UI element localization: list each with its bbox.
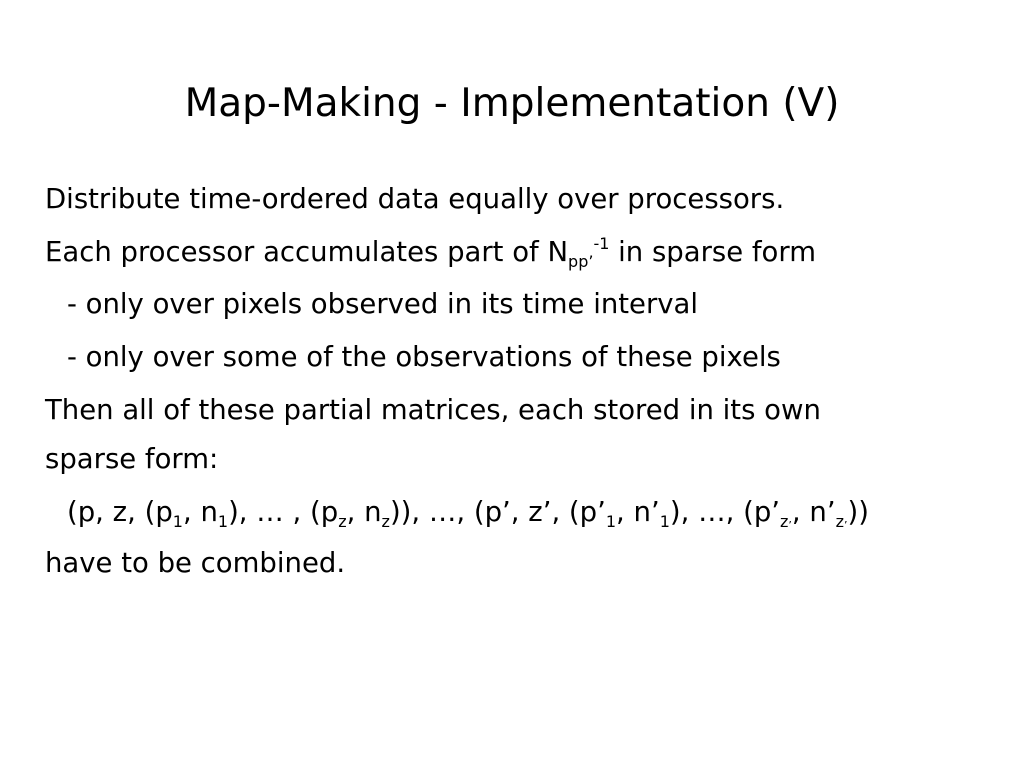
- formula-subscript: 1: [172, 512, 183, 531]
- bullet-combined: have to be combined.: [45, 547, 346, 579]
- formula-sub-subscript: ’: [788, 519, 792, 532]
- formula-subscript: 1: [659, 512, 670, 531]
- formula-part: ), … , (p: [228, 496, 339, 528]
- sub-bullet-some-observations: - only over some of the observations of these pixels: [67, 341, 781, 373]
- formula-sub-subscript: ’: [843, 519, 848, 532]
- bullet-partial-matrices: Then all of these partial matrices, each stored in its own: [45, 394, 821, 426]
- bullet-distribute-data: Distribute time-ordered data equally over processors.: [45, 183, 785, 215]
- formula-subscript: 1: [605, 512, 617, 531]
- formula-part: )), …, (p’, z’, (p’: [389, 496, 606, 528]
- accumulate-text: Each processor accumulates part of N: [45, 236, 569, 268]
- bullet-partial-matrices-cont: sparse form:: [45, 443, 219, 475]
- formula-subscript: [780, 512, 792, 531]
- formula-subscript: z: [338, 512, 347, 531]
- sparse-form-formula: [67, 495, 869, 532]
- formula-subscript: 1: [217, 512, 229, 531]
- slide-title: Map-Making - Implementation (V): [184, 81, 840, 126]
- formula-part: , n’: [616, 496, 660, 528]
- formula-part: , n: [182, 496, 218, 528]
- npp-superscript: -1: [593, 234, 610, 253]
- formula-subscript: z: [381, 512, 390, 531]
- formula-part: , n’: [791, 496, 836, 528]
- formula-part: (p, z, (p: [67, 496, 173, 528]
- formula-part: ), …, (p’: [669, 496, 781, 528]
- formula-part: , n: [346, 496, 382, 528]
- formula-subscript-z: z: [835, 512, 844, 531]
- formula-part: )): [847, 496, 869, 528]
- bullet-accumulate: [45, 235, 816, 269]
- npp-subscript: pp’: [568, 252, 594, 271]
- sub-bullet-pixels-observed: - only over pixels observed in its time interval: [67, 288, 699, 320]
- formula-subscript: [836, 512, 848, 531]
- formula-subscript-z: z: [780, 512, 789, 531]
- accumulate-text-end: in sparse form: [609, 236, 816, 268]
